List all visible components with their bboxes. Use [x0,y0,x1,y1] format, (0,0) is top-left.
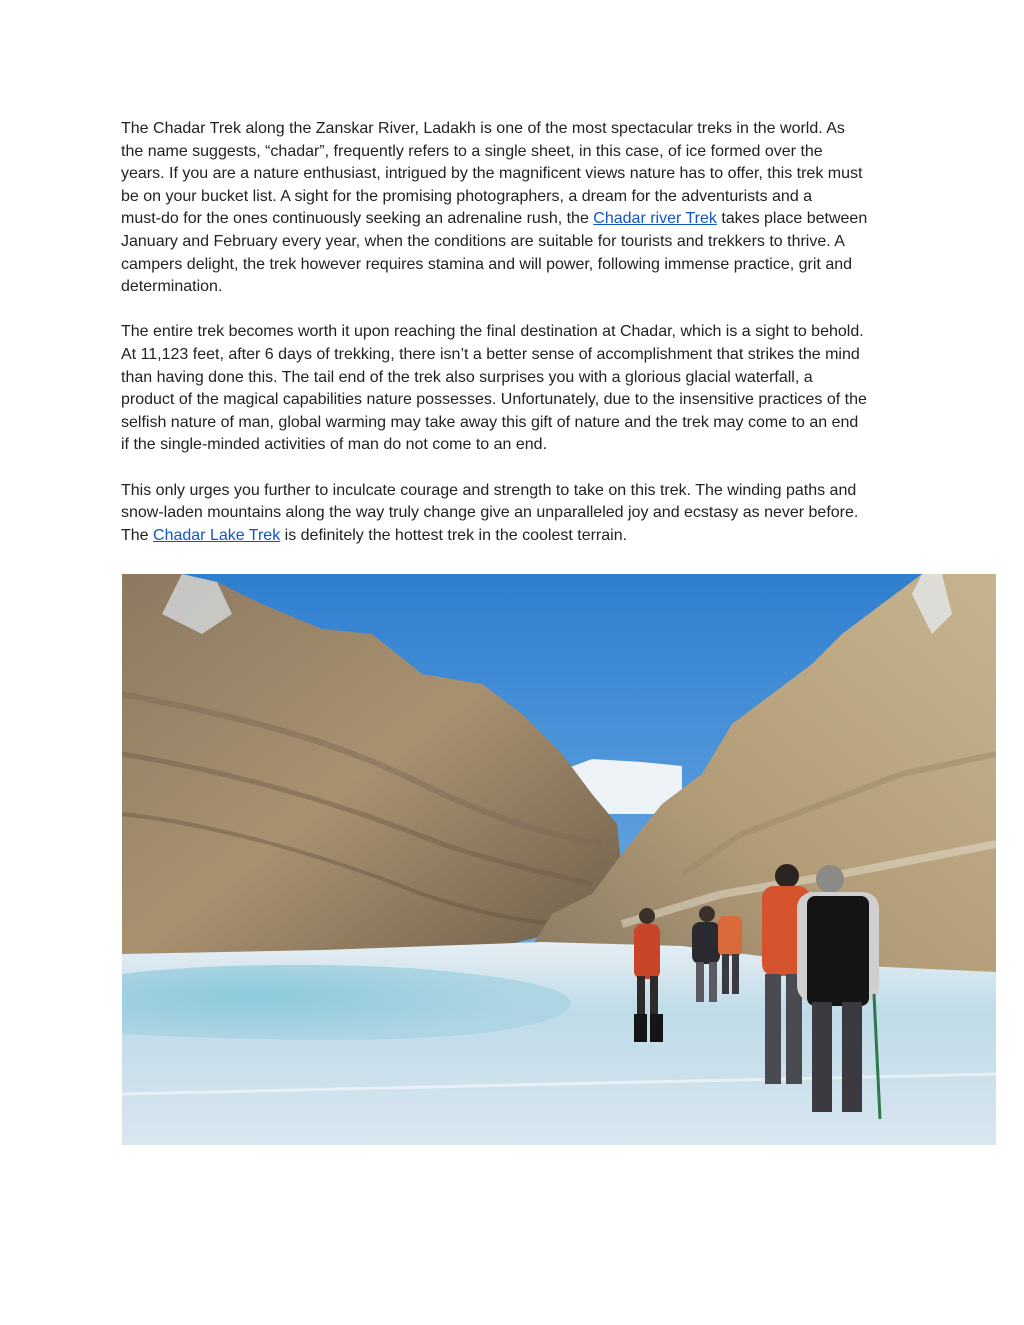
paragraph-3 [121,480,921,548]
text-line: years. If you are a nature enthusiast, intrigued by the magnificent views nature has to offer, this trek must [121,165,863,183]
text-line: At 11,123 feet, after 6 days of trekking, there isn’t a better sense of accomplishment that strikes the mind [121,345,860,363]
paragraph-2 [121,321,921,457]
text-line: January and February every year, when the conditions are suitable for tourists and trekkers to thrive. A [121,232,845,250]
text-line-with-link [121,525,921,548]
text-segment: takes place between [716,210,868,228]
text-line: if the single-minded activities of man do not come to an end. [121,436,548,454]
frozen-river-canyon-image [122,574,996,1145]
text-line: The entire trek becomes worth it upon reaching the final destination at Chadar, which is a sight to behold. [121,323,864,341]
text-segment: is definitely the hottest trek in the coolest terrain. [280,526,628,544]
text-line: snow-laden mountains along the way truly change give an unparalleled joy and ecstasy as never before. [121,504,859,522]
text-line: the name suggests, “chadar”, frequently refers to a single sheet, in this case, of ice formed over the [121,142,823,160]
text-segment: must-do for the ones continuously seeking an adrenaline rush, the [121,210,594,228]
text-line: determination. [121,278,223,296]
text-line: be on your bucket list. A sight for the promising photographers, a dream for the adventurists and a [121,187,813,205]
text-line: This only urges you further to inculcate courage and strength to take on this trek. The winding paths and [121,481,857,499]
text-line: than having done this. The tail end of the trek also surprises you with a glorious glacial waterfall, a [121,368,813,386]
text-line: campers delight, the trek however requires stamina and will power, following immense practice, grit and [121,255,853,273]
text-line: product of the magical capabilities nature possesses. Unfortunately, due to the insensitive practices of the [121,391,867,409]
trek-photo [122,574,996,1145]
text-line: The Chadar Trek along the Zanskar River, Ladakh is one of the most spectacular treks in the world. As [121,120,845,137]
paragraph-1 [121,118,921,299]
text-line-with-link [121,208,921,231]
text-line: selfish nature of man, global warming may take away this gift of nature and the trek may come to an end [121,413,859,431]
chadar-river-trek-link[interactable]: Chadar river Trek [593,210,717,228]
text-segment: The [121,526,154,544]
chadar-lake-trek-link[interactable]: Chadar Lake Trek [153,526,281,544]
article-body [121,118,921,570]
